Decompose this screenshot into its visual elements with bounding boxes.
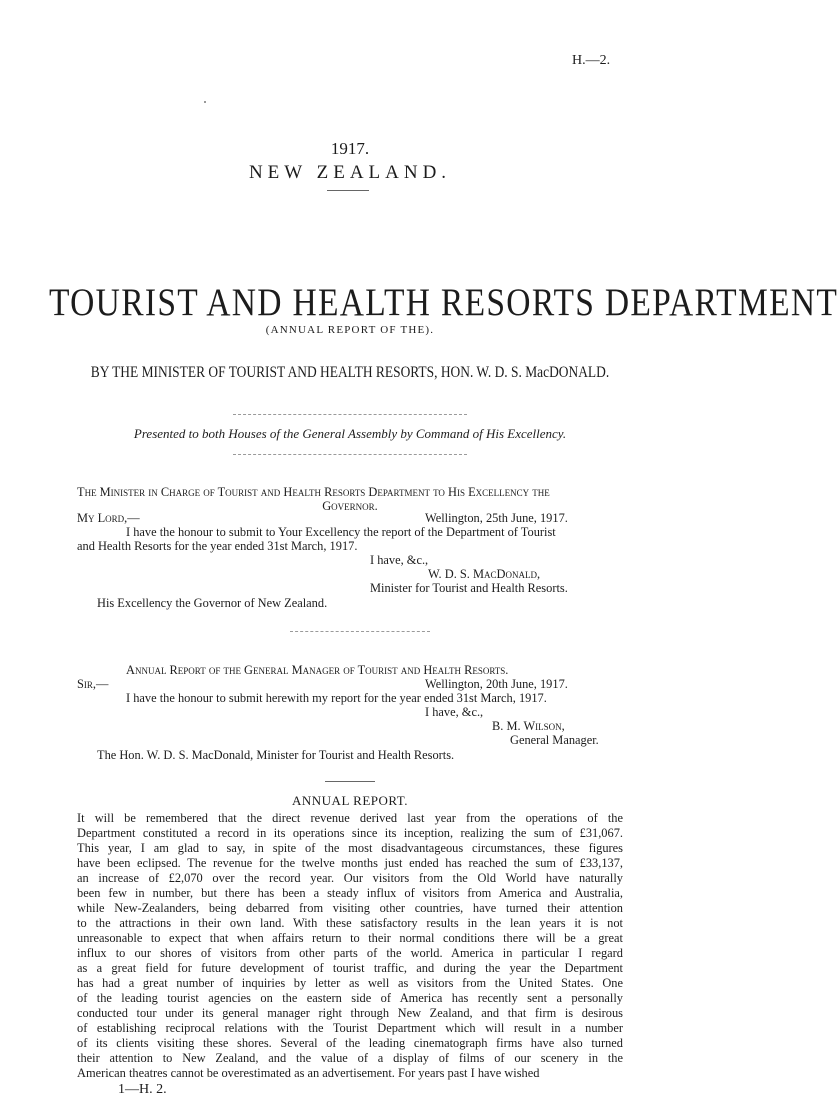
short-rule-top (327, 190, 369, 191)
ministers-signatory: W. D. S. MacDonald, (428, 567, 541, 581)
report-line: has had a great number of inquiries by letter as well as visitors from the United States. One (77, 976, 623, 990)
report-line: This year, I am glad to say, in spite of the most disadvantageous circumstances, these figures (77, 841, 623, 855)
annual-report-heading: ANNUAL REPORT. (292, 793, 408, 808)
signature-mark: 1—H. 2. (118, 1082, 167, 1097)
report-line: to the attractions in their own land. With these satisfactory results in the lean years it is not (77, 916, 623, 930)
page-reference: H.—2. (572, 53, 611, 68)
byline: BY THE MINISTER OF TOURIST AND HEALTH RESORTS, HON. W. D. S. MacDONALD. (90, 364, 610, 381)
country-heading: NEW ZEALAND. (248, 162, 452, 183)
ministers-place-date: Wellington, 25th June, 1917. (425, 511, 568, 525)
rule-below-presented (233, 454, 467, 455)
rule-between-letters (290, 631, 430, 632)
report-line: have been eclipsed. The revenue for the twelve months just ended has reached the sum of £33,137, (77, 856, 623, 870)
report-line: Department constituted a record in its operations since its inception, realizing the sum of £31,067. (77, 826, 623, 840)
report-line: American theatres cannot be overestimated as an advertisement. For years past I have wished (77, 1066, 540, 1080)
gm-closing: I have, &c., (425, 705, 484, 719)
report-line: an increase of £2,070 over the record year. Our visitors from the Old World have naturally (77, 871, 623, 885)
report-line: of the leading tourist agencies on the eastern side of America has recently sent a personally (77, 991, 623, 1005)
gm-place-date: Wellington, 20th June, 1917. (425, 677, 568, 691)
report-line: their attention to New Zealand, and the value of a display of films of our scenery in the (77, 1051, 623, 1065)
report-line: conducted tour under its general manager right through New Zealand, and that firm is desirous (77, 1006, 623, 1020)
page-speck (204, 101, 206, 103)
report-line: been few in number, but there has been a steady influx of visitors from America and Australia, (77, 886, 623, 900)
report-line: of its clients visiting these shores. Several of the leading cinematograph firms have also turned (77, 1036, 623, 1050)
report-line: as a great field for future development of tourist traffic, and during the year the Department (77, 961, 623, 975)
ministers-body-line-1: I have the honour to submit to Your Excellency the report of the Department of Tourist (126, 525, 556, 539)
report-line: It will be remembered that the direct revenue derived last year from the operations of the (77, 811, 623, 825)
gm-signatory: B. M. Wilson, (492, 719, 565, 733)
ministers-salutation: My Lord,— (77, 511, 140, 525)
gm-addressee: The Hon. W. D. S. MacDonald, Minister for Tourist and Health Resorts. (97, 748, 455, 762)
department-title: TOURIST AND HEALTH RESORTS DEPARTMENT (49, 281, 838, 324)
report-line: while New-Zealanders, being debarred from visiting other countries, have turned their attention (77, 901, 623, 915)
report-line: of establishing reciprocal relations with the Tourist Department which will result in a number (77, 1021, 623, 1035)
report-line: influx to our shores of visitors from other parts of the world. America in particular I regard (77, 946, 623, 960)
rule-above-presented (233, 414, 467, 415)
gm-body: I have the honour to submit herewith my report for the year ended 31st March, 1917. (126, 691, 547, 705)
ministers-letter-heading-addressee: Governor. (322, 499, 378, 513)
ministers-signatory-title: Minister for Tourist and Health Resorts. (370, 581, 568, 595)
ministers-letter-heading: The Minister in Charge of Tourist and Health Resorts Department to His Excellency the (77, 485, 550, 499)
gm-signatory-title: General Manager. (510, 733, 599, 747)
ministers-body-line-2: and Health Resorts for the year ended 31st March, 1917. (77, 539, 358, 553)
gm-letter-heading: Annual Report of the General Manager of Tourist and Health Resorts. (126, 663, 509, 677)
year: 1917. (330, 139, 370, 158)
ministers-closing: I have, &c., (370, 553, 429, 567)
ministers-addressee: His Excellency the Governor of New Zealand. (97, 596, 328, 610)
gm-salutation: Sir,— (77, 677, 109, 691)
presented-note: Presented to both Houses of the General Assembly by Command of His Excellency. (133, 426, 567, 441)
report-subtitle: (ANNUAL REPORT OF THE). (265, 324, 435, 336)
report-line: unreasonable to expect that when affairs return to their normal conditions there will be a great (77, 931, 623, 945)
short-rule-report (325, 781, 375, 782)
